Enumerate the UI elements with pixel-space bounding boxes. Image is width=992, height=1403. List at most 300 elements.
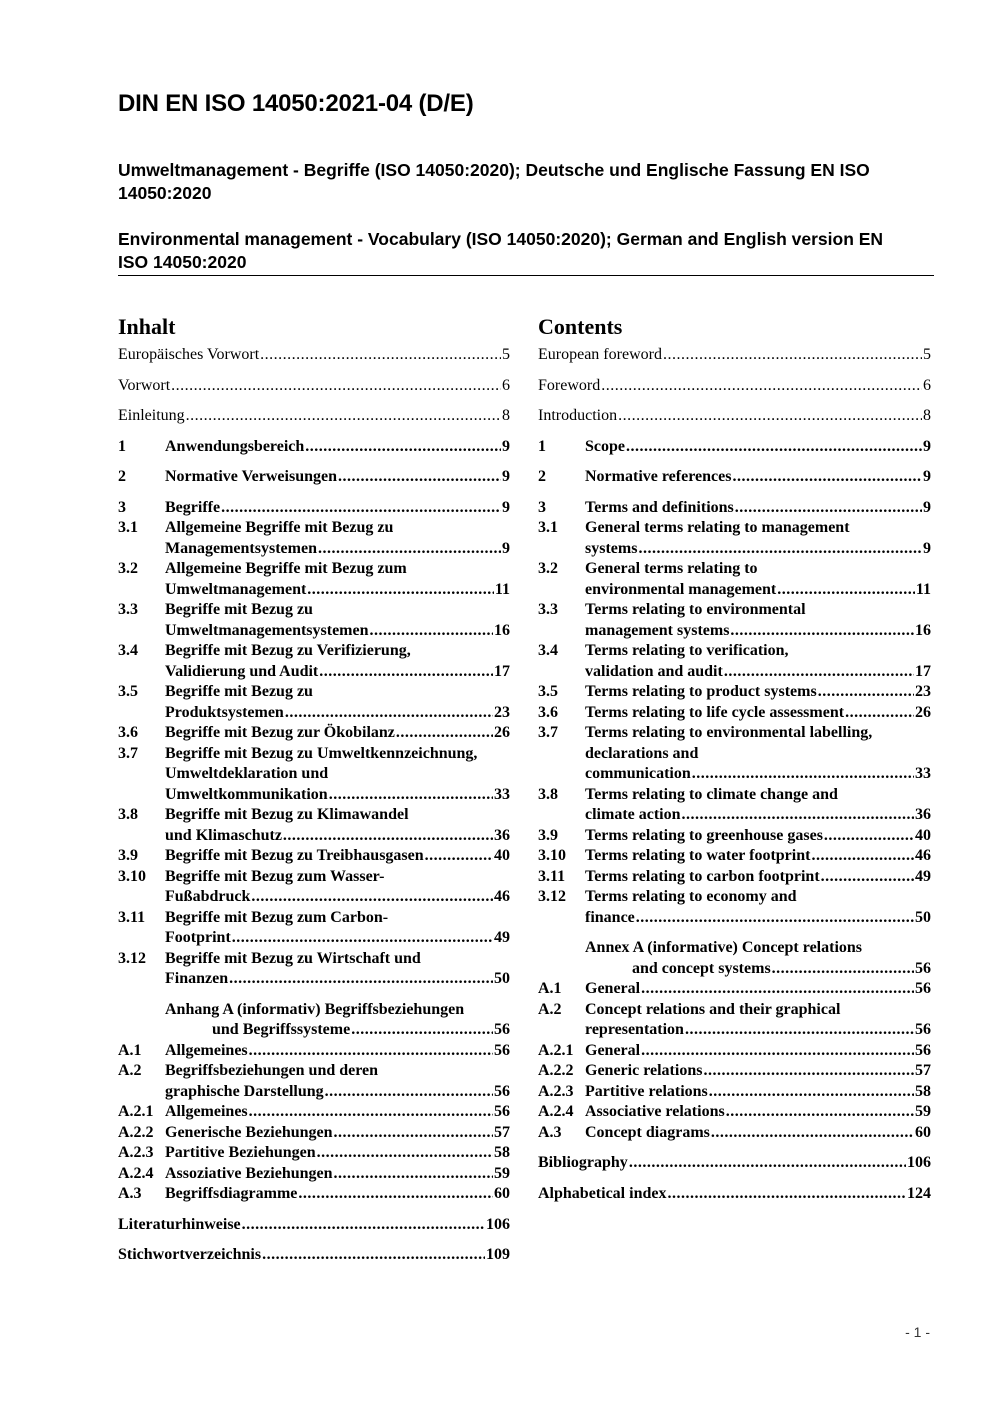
toc-entry-title-first-line: Terms relating to environmental <box>585 601 806 618</box>
toc-entry-page: 56 <box>915 1021 931 1038</box>
toc-entry-page: 59 <box>915 1103 931 1120</box>
toc-entry-title: Normative references <box>585 468 732 485</box>
toc-entry-number: 3.10 <box>538 847 566 864</box>
dot-leader <box>242 1215 485 1236</box>
toc-entry-page: 56 <box>494 1082 510 1100</box>
dot-leader <box>682 805 914 826</box>
toc-entry-title: Scope <box>585 437 625 455</box>
dot-leader <box>845 703 914 724</box>
toc-entry[interactable] <box>118 805 510 846</box>
toc-entry-number: A.3 <box>118 1185 142 1202</box>
toc-entry-title: Terms relating to product systems <box>585 683 817 700</box>
toc-entry[interactable] <box>538 1000 931 1041</box>
toc-entry-page: 16 <box>915 621 931 639</box>
toc-entries <box>118 345 510 1266</box>
dot-leader <box>821 867 914 888</box>
toc-entry-number: 3.8 <box>118 806 138 823</box>
toc-entry-number: A.2.4 <box>538 1103 574 1120</box>
toc-entry-title: Assoziative Beziehungen <box>165 1164 333 1182</box>
dot-leader <box>618 406 922 427</box>
dot-leader <box>601 376 922 397</box>
toc-entry-page: 9 <box>923 498 931 516</box>
toc-entry-title-first-line: Begriffsbeziehungen und deren <box>165 1062 379 1079</box>
toc-entry-page: 56 <box>494 1041 510 1059</box>
dot-leader <box>667 1184 906 1205</box>
toc-entry-number: A.1 <box>118 1041 142 1059</box>
toc-entry-number: A.2.1 <box>118 1103 154 1120</box>
header-divider <box>118 275 934 276</box>
toc-entry-title: communication <box>585 765 691 782</box>
toc-entry[interactable] <box>118 908 510 949</box>
toc-entry-title-first-line: Terms relating to economy and <box>585 888 797 905</box>
toc-entry[interactable] <box>538 826 931 847</box>
toc-entries <box>538 345 931 1204</box>
toc-entry-number: 3.8 <box>538 785 558 803</box>
toc-entry-page: 5 <box>923 346 931 363</box>
toc-entry-page: 6 <box>923 376 931 394</box>
dot-leader <box>262 1245 485 1266</box>
toc-entry-number: A.2.2 <box>538 1062 574 1079</box>
toc-entry-page: 23 <box>494 703 510 721</box>
dot-leader <box>732 467 922 488</box>
toc-entry-title: Umweltkommunikation <box>165 785 328 803</box>
toc-entry[interactable] <box>538 1123 931 1144</box>
toc-entry-title: Literaturhinweise <box>118 1215 241 1233</box>
toc-entry-title: Introduction <box>538 407 618 424</box>
dot-leader <box>772 959 914 980</box>
toc-entry-number: A.3 <box>538 1123 562 1141</box>
dot-leader <box>334 1164 493 1185</box>
toc-entry-title: Europäisches Vorwort <box>118 346 260 363</box>
dot-leader <box>232 928 493 949</box>
toc-entry-title-first-line: Begriffe mit Bezug zum Wasser- <box>165 867 385 885</box>
dot-leader <box>338 467 501 488</box>
toc-entry-page: 56 <box>494 1103 510 1120</box>
toc-entry[interactable] <box>538 682 931 703</box>
toc-entry-page: 56 <box>915 980 931 997</box>
dot-leader <box>711 1123 914 1144</box>
toc-entry[interactable] <box>118 846 510 867</box>
toc-entry[interactable] <box>538 785 931 826</box>
toc-entry-title: Begriffe mit Bezug zu Treibhausgasen <box>165 847 424 864</box>
toc-entry-page: 11 <box>915 580 931 598</box>
toc-entry-title: Vorwort <box>118 376 171 394</box>
toc-entry[interactable] <box>538 846 931 867</box>
toc-entry[interactable] <box>538 979 931 1000</box>
dot-leader <box>229 969 493 990</box>
toc-entry-title: and concept systems <box>632 959 771 977</box>
dot-leader <box>824 826 914 847</box>
toc-entry-number: A.2 <box>118 1062 142 1079</box>
toc-entry-page: 46 <box>494 888 510 905</box>
toc-entry-page: 8 <box>502 407 510 424</box>
toc-entry-title: Terms relating to life cycle assessment <box>585 703 845 721</box>
toc-entry-title-first-line: General terms relating to management <box>585 519 850 536</box>
toc-entry[interactable] <box>538 1153 931 1174</box>
dot-leader <box>186 406 501 427</box>
toc-entry-number: 3.6 <box>118 724 138 741</box>
toc-entry-page: 8 <box>923 407 931 424</box>
toc-entry[interactable] <box>118 1164 510 1185</box>
dot-leader <box>685 1020 914 1041</box>
dot-leader <box>626 437 922 458</box>
toc-entry[interactable] <box>538 887 931 928</box>
toc-entry[interactable] <box>118 376 510 397</box>
toc-entry-title: Umweltmanagement <box>165 580 307 598</box>
toc-entry-title: validation and audit <box>585 662 723 680</box>
toc-entry[interactable] <box>118 1215 510 1236</box>
toc-entry-page: 5 <box>502 346 510 363</box>
toc-entry-number: 3.11 <box>118 908 146 926</box>
toc-entry-title: Footprint <box>165 929 231 946</box>
toc-entry-title: Alphabetical index <box>538 1184 667 1202</box>
toc-entry-page: 9 <box>923 468 931 485</box>
toc-entry-title: Concept diagrams <box>585 1123 710 1141</box>
toc-entry[interactable] <box>538 518 931 559</box>
dot-leader <box>425 846 493 867</box>
toc-entry[interactable] <box>118 949 510 990</box>
dot-leader <box>285 703 493 724</box>
document-title: DIN EN ISO 14050:2021-04 (D/E) <box>118 90 474 117</box>
toc-entry-title-first-line: Allgemeine Begriffe mit Bezug zum <box>165 560 407 577</box>
toc-entry[interactable] <box>538 1102 931 1123</box>
dot-leader <box>351 1020 493 1041</box>
toc-entry[interactable] <box>118 682 510 723</box>
toc-entry-page: 9 <box>923 539 931 557</box>
toc-entry-title: Anwendungsbereich <box>165 437 305 455</box>
toc-entry-title: representation <box>585 1021 684 1038</box>
toc-entry-number: 3.1 <box>538 519 558 536</box>
toc-entry-number: 3.2 <box>538 560 558 577</box>
toc-entry-title-first-line: Allgemeine Begriffe mit Bezug zu <box>165 519 394 536</box>
toc-entry-page: 26 <box>494 724 510 741</box>
toc-entry-title: Begriffe <box>165 498 221 516</box>
dot-leader <box>663 345 922 366</box>
toc-entry-page: 33 <box>915 765 931 782</box>
toc-entry-page: 106 <box>907 1154 931 1171</box>
dot-leader <box>171 376 501 397</box>
toc-entry-number: 3.12 <box>118 949 146 967</box>
toc-entry[interactable] <box>538 938 931 979</box>
dot-leader <box>638 539 922 560</box>
toc-entry[interactable] <box>538 559 931 600</box>
toc-entry-page: 33 <box>494 785 510 803</box>
toc-entry-title: Bibliography <box>538 1154 628 1171</box>
toc-entry-page: 56 <box>494 1021 510 1038</box>
toc-entry-title: Produktsystemen <box>165 703 284 721</box>
toc-entry[interactable] <box>538 641 931 682</box>
toc-entry-title: European foreword <box>538 346 662 363</box>
toc-entry-title-first-line: Concept relations and their graphical <box>585 1000 841 1018</box>
toc-entry-title: Managementsystemen <box>165 539 317 557</box>
dot-leader <box>636 908 914 929</box>
toc-entry[interactable] <box>538 437 931 458</box>
toc-entry-number: A.2 <box>538 1000 562 1018</box>
toc-entry-title-first-line: Terms relating to environmental labelling, declarations and <box>585 724 873 762</box>
dot-leader <box>249 1102 493 1123</box>
toc-entry-number: 3.9 <box>118 847 138 864</box>
toc-entry-page: 124 <box>907 1184 931 1202</box>
toc-entry-title-first-line: Begriffe mit Bezug zu <box>165 601 313 618</box>
toc-entry-title: Begriffsdiagramme <box>165 1185 298 1202</box>
toc-entry-title: environmental management <box>585 580 777 598</box>
dot-leader <box>325 1082 493 1103</box>
toc-entry-title: General <box>585 1041 641 1059</box>
toc-entry[interactable] <box>538 498 931 519</box>
toc-entry-title-first-line: Begriffe mit Bezug zu <box>165 683 313 700</box>
dot-leader <box>329 785 493 806</box>
toc-entry-title: Normative Verweisungen <box>165 468 337 485</box>
toc-entry-title-first-line: Terms relating to climate change and <box>585 785 838 803</box>
toc-entry-title: Terms and definitions <box>585 498 734 516</box>
toc-entry-title: Partitive relations <box>585 1082 708 1100</box>
toc-entry-page: 56 <box>915 1041 931 1059</box>
dot-leader <box>334 1123 493 1144</box>
toc-entry-number: 3.5 <box>118 683 138 700</box>
toc-entry[interactable] <box>538 406 931 427</box>
dot-leader <box>251 887 493 908</box>
toc-entry-page: 49 <box>915 867 931 885</box>
page-number: - 1 - <box>905 1324 930 1340</box>
toc-entry[interactable] <box>118 406 510 427</box>
toc-entry-page: 9 <box>502 539 510 557</box>
toc-entry-title-first-line: Annex A (informative) Concept relations <box>585 939 863 956</box>
toc-entry[interactable] <box>538 867 931 888</box>
toc-entry[interactable] <box>538 1184 931 1205</box>
toc-entry-number: 3.5 <box>538 683 558 700</box>
dot-leader <box>370 621 493 642</box>
toc-entry-number: A.2.3 <box>118 1144 154 1161</box>
toc-entry[interactable] <box>118 1000 510 1041</box>
dot-leader <box>317 1143 493 1164</box>
toc-entry[interactable] <box>538 703 931 724</box>
toc-entry[interactable] <box>538 723 931 785</box>
toc-entry-title: management systems <box>585 621 730 639</box>
toc-entry-title: climate action <box>585 806 681 823</box>
dot-leader <box>692 764 914 785</box>
toc-entry-number: 3 <box>538 498 546 516</box>
dot-leader <box>260 345 501 366</box>
toc-entry-number: 1 <box>118 437 126 455</box>
toc-entry-page: 40 <box>915 826 931 844</box>
toc-entry[interactable] <box>118 1102 510 1123</box>
toc-entry-title: finance <box>585 908 635 926</box>
dot-leader <box>307 580 494 601</box>
toc-entry-page: 49 <box>494 929 510 946</box>
toc-entry-number: 3.3 <box>538 601 558 618</box>
dot-leader <box>811 846 914 867</box>
toc-entry-number: 3.4 <box>538 642 558 659</box>
toc-entry-title: systems <box>585 539 638 557</box>
dot-leader <box>319 662 493 683</box>
toc-entry-title: Allgemeines <box>165 1041 248 1059</box>
toc-entry-number: 3.12 <box>538 888 566 905</box>
toc-german <box>118 313 510 1266</box>
toc-entry-title: graphische Darstellung <box>165 1082 324 1100</box>
dot-leader <box>730 621 914 642</box>
toc-entry[interactable] <box>118 1041 510 1062</box>
dot-leader <box>249 1041 493 1062</box>
toc-entry-page: 17 <box>494 662 510 680</box>
dot-leader <box>305 437 501 458</box>
toc-entry-page: 23 <box>915 683 931 700</box>
toc-entry-number: 3.3 <box>118 601 138 618</box>
toc-entry-number: 3.2 <box>118 560 138 577</box>
dot-leader <box>396 723 493 744</box>
toc-entry-page: 16 <box>494 621 510 639</box>
toc-entry[interactable] <box>118 518 510 559</box>
toc-entry[interactable] <box>118 1184 510 1205</box>
toc-entry-title: und Begriffssysteme <box>212 1021 351 1038</box>
toc-entry-title: Terms relating to greenhouse gases <box>585 826 823 844</box>
toc-entry-number: A.2.3 <box>538 1082 574 1100</box>
toc-english <box>538 313 931 1204</box>
subtitle-english: Environmental management - Vocabulary (ISO 14050:2020); German and English version EN ISO 14050:2020 <box>118 229 884 272</box>
toc-entry-page: 17 <box>915 662 931 680</box>
toc-entry-title-first-line: Begriffe mit Bezug zu Wirtschaft und <box>165 949 421 967</box>
toc-entry-page: 106 <box>486 1215 510 1233</box>
toc-entry[interactable] <box>118 744 510 806</box>
dot-leader <box>709 1082 914 1103</box>
toc-entry[interactable] <box>538 345 931 366</box>
toc-entry-number: 3.7 <box>538 724 558 741</box>
dot-leader <box>641 1041 914 1062</box>
toc-entry-number: 3.10 <box>118 867 146 885</box>
toc-entry-page: 9 <box>923 437 931 455</box>
toc-entry-page: 36 <box>494 826 510 844</box>
toc-entry-number: 3.6 <box>538 703 558 721</box>
toc-entry-number: 3.11 <box>538 867 566 885</box>
toc-entry-page: 11 <box>494 580 510 598</box>
toc-entry-page: 109 <box>486 1246 510 1263</box>
toc-entry-page: 6 <box>502 376 510 394</box>
toc-entry-page: 50 <box>494 970 510 987</box>
toc-entry-page: 46 <box>915 847 931 864</box>
toc-entry[interactable] <box>538 1061 931 1082</box>
toc-entry[interactable] <box>118 600 510 641</box>
toc-entry[interactable] <box>118 345 510 366</box>
toc-entry[interactable] <box>118 1123 510 1144</box>
toc-entry-title-first-line: Anhang A (informativ) Begriffsbeziehungen <box>165 1000 465 1018</box>
toc-entry-number: 2 <box>538 468 546 485</box>
toc-entry-page: 9 <box>502 468 510 485</box>
toc-entry[interactable] <box>118 467 510 488</box>
toc-entry[interactable] <box>538 1041 931 1062</box>
dot-leader <box>735 498 922 519</box>
dot-leader <box>318 539 501 560</box>
toc-entry-page: 26 <box>915 703 931 721</box>
toc-entry-title-first-line: Begriffe mit Bezug zum Carbon- <box>165 908 389 926</box>
toc-entry-title: Foreword <box>538 376 601 394</box>
dot-leader <box>283 826 493 847</box>
toc-entry[interactable] <box>118 559 510 600</box>
toc-entry-title: Fußabdruck <box>165 888 251 905</box>
toc-entry[interactable] <box>118 867 510 908</box>
toc-entry[interactable] <box>118 641 510 682</box>
toc-entry[interactable] <box>538 600 931 641</box>
toc-entry-page: 60 <box>915 1123 931 1141</box>
toc-entry-number: 1 <box>538 437 546 455</box>
toc-entry-title: Umweltmanagementsystemen <box>165 621 369 639</box>
toc-entry[interactable] <box>538 376 931 397</box>
toc-entry-title: Validierung und Audit <box>165 662 319 680</box>
toc-entry-title-first-line: Begriffe mit Bezug zu Verifizierung, <box>165 642 411 659</box>
toc-entry[interactable] <box>118 1061 510 1102</box>
toc-entry-number: 3.4 <box>118 642 138 659</box>
toc-entry-number: A.2.4 <box>118 1164 154 1182</box>
toc-entry-page: 57 <box>915 1062 931 1079</box>
toc-entry-title: und Klimaschutz <box>165 826 282 844</box>
toc-entry-page: 58 <box>494 1144 510 1161</box>
toc-entry-title: General <box>585 980 641 997</box>
dot-leader <box>641 979 914 1000</box>
dot-leader <box>724 662 914 683</box>
subtitle-german: Umweltmanagement - Begriffe (ISO 14050:2020); Deutsche und Englische Fassung EN ISO 14050:2020 <box>118 160 870 203</box>
toc-entry-title: Begriffe mit Bezug zur Ökobilanz <box>165 724 395 741</box>
toc-entry-page: 56 <box>915 959 931 977</box>
toc-entry-title-first-line: Begriffe mit Bezug zu Umweltkennzeichnung, Umweltdeklaration und <box>165 744 478 782</box>
toc-entry-page: 40 <box>494 847 510 864</box>
toc-entry-title: Terms relating to water footprint <box>585 847 811 864</box>
toc-heading: Inhalt <box>118 314 176 339</box>
toc-entry-number: 3.9 <box>538 826 558 844</box>
toc-entry[interactable] <box>538 467 931 488</box>
toc-entry-title: Allgemeines <box>165 1103 248 1120</box>
toc-entry-page: 9 <box>502 498 510 516</box>
toc-entry[interactable] <box>118 723 510 744</box>
toc-entry-number: 2 <box>118 468 126 485</box>
toc-entry-title: Terms relating to carbon footprint <box>585 867 820 885</box>
dot-leader <box>629 1153 906 1174</box>
toc-entry-page: 57 <box>494 1123 510 1141</box>
toc-entry-title: Finanzen <box>165 970 229 987</box>
toc-entry[interactable] <box>118 498 510 519</box>
toc-entry-page: 60 <box>494 1185 510 1202</box>
dot-leader <box>818 682 914 703</box>
toc-entry-number: 3 <box>118 498 126 516</box>
toc-heading: Contents <box>538 314 623 339</box>
toc-entry-page: 50 <box>915 908 931 926</box>
toc-entry-title: Associative relations <box>585 1103 725 1120</box>
dot-leader <box>726 1102 914 1123</box>
toc-entry-title: Stichwortverzeichnis <box>118 1246 262 1263</box>
dot-leader <box>221 498 501 519</box>
toc-entry-title: Einleitung <box>118 407 185 424</box>
dot-leader <box>298 1184 493 1205</box>
toc-entry-page: 59 <box>494 1164 510 1182</box>
toc-entry-number: A.1 <box>538 980 562 997</box>
toc-entry-title: Generische Beziehungen <box>165 1123 333 1141</box>
toc-entry-number: 3.7 <box>118 744 138 762</box>
toc-entry-title-first-line: Terms relating to verification, <box>585 642 789 659</box>
toc-entry-page: 58 <box>915 1082 931 1100</box>
dot-leader <box>777 580 915 601</box>
toc-entry-number: A.2.1 <box>538 1041 574 1059</box>
dot-leader <box>703 1061 914 1082</box>
toc-entry[interactable] <box>118 437 510 458</box>
toc-entry[interactable] <box>118 1143 510 1164</box>
toc-entry-title-first-line: Begriffe mit Bezug zu Klimawandel <box>165 806 409 823</box>
toc-entry-title: Partitive Beziehungen <box>165 1144 316 1161</box>
toc-entry-page: 9 <box>502 437 510 455</box>
toc-entry[interactable] <box>538 1082 931 1103</box>
toc-entry-title-first-line: General terms relating to <box>585 560 758 577</box>
toc-entry-number: A.2.2 <box>118 1123 154 1141</box>
toc-entry-title: Generic relations <box>585 1062 703 1079</box>
toc-entry-number: 3.1 <box>118 519 138 536</box>
toc-entry[interactable] <box>118 1245 510 1266</box>
toc-entry-page: 36 <box>915 806 931 823</box>
